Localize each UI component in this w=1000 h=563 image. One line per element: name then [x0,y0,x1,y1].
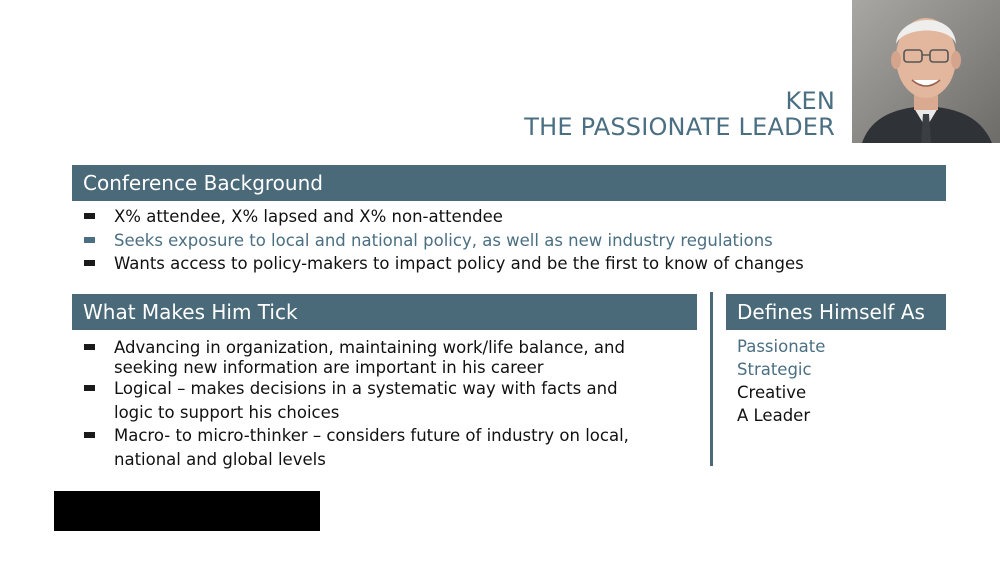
bullet-icon [84,344,95,350]
trait-item: Strategic [737,360,812,379]
persona-tagline: THE PASSIONATE LEADER [524,113,835,141]
conference-background-list [72,205,804,276]
bullet-icon [84,260,95,266]
what-makes-him-tick-heading: What Makes Him Tick [72,294,697,330]
bullet-icon [84,385,95,391]
what-makes-him-tick-list [72,337,629,471]
list-item-text: Wants access to policy-makers to impact policy and be the first to know of changes [114,254,804,273]
list-item-text: Advancing in organization, maintaining work/life balance, and [114,338,625,357]
list-item-text: Seeks exposure to local and national policy, as well as new industry regulations [114,230,773,250]
list-item [72,252,804,276]
conference-background-heading: Conference Background [72,165,946,201]
persona-title [524,88,835,140]
portrait-image [852,0,1000,143]
list-item-text: national and global levels [114,449,326,469]
persona-photo [852,0,1000,143]
redaction-box [54,491,320,531]
persona-name: KEN [785,87,835,115]
list-item [72,378,629,425]
list-item-text: Logical – makes decisions in a systematic way with facts and [114,379,618,398]
bullet-icon [84,213,95,219]
list-item-text: Macro- to micro-thinker – considers future of industry on local, [114,426,629,445]
column-divider [710,292,713,466]
list-item [72,229,804,253]
list-item-text: X% attendee, X% lapsed and X% non-attendee [114,207,503,226]
bullet-icon [84,432,95,438]
defines-himself-as-heading: Defines Himself As [726,294,946,330]
trait-item: A Leader [737,406,811,425]
trait-item: Passionate [737,337,826,356]
bullet-icon [84,237,95,243]
list-item-text: seeking new information are important in his career [114,357,544,377]
list-item [72,205,804,229]
list-item-text: logic to support his choices [114,402,340,422]
list-item [72,425,629,471]
defines-himself-as-list [737,335,825,427]
trait-item: Creative [737,383,807,402]
list-item [72,337,629,378]
